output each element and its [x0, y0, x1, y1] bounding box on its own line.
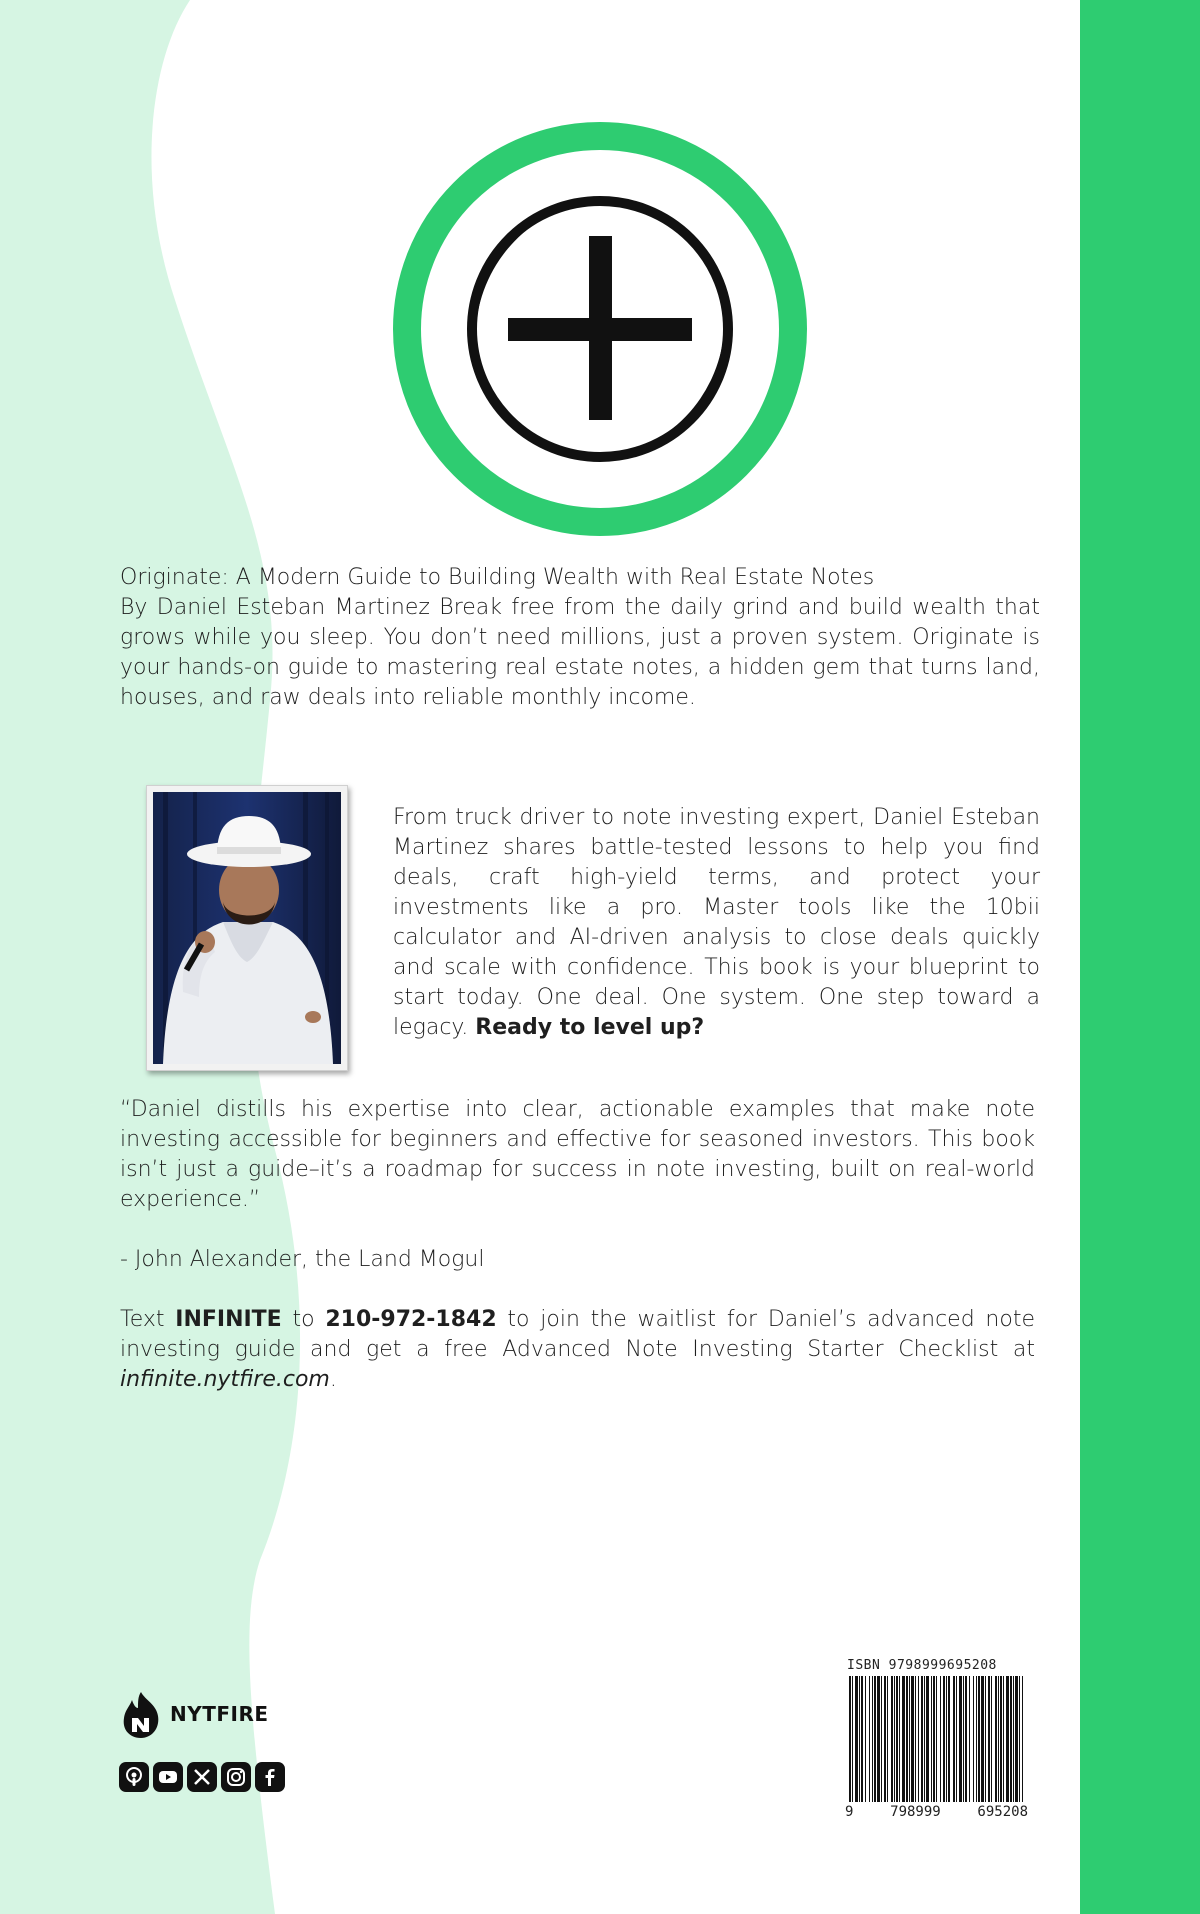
facebook-icon[interactable]: [255, 1762, 285, 1792]
isbn-label: ISBN 9798999695208: [847, 1658, 997, 1673]
author-bio-paragraph: [393, 803, 1040, 1043]
barcode-digit-right: 695208: [977, 1804, 1028, 1820]
book-title-line: Originate: A Modern Guide to Building Wealth with Real Estate Notes: [120, 565, 875, 590]
cta-url: infinite.nytfire.com: [120, 1367, 330, 1392]
cta-suffix: .: [329, 1367, 337, 1392]
intro-body: By Daniel Esteban Martinez Break free from the daily grind and build wealth that grows while you sleep. You don’t need millions, just a proven system. Originate is your hands-on guide to mastering real estate notes, a hidden gem that turns land, houses, and raw deals into reliable monthly income.: [120, 595, 1040, 710]
barcode-digit-lead: 9: [845, 1804, 854, 1820]
plus-circle-icon: [393, 122, 807, 536]
author-photo-image: [153, 792, 341, 1064]
author-bio-text: From truck driver to note investing expert, Daniel Esteban Martinez shares battle-tested lessons to help you find deals, craft high-yield terms, and protect your investments like a pro. Master tools like the 10bii calculator and AI-driven analysis to close deals quickly and scale with confidence. This book is your blueprint to start today. One deal. One system. One step toward a legacy.: [393, 805, 1040, 1040]
barcode-digit-left: 798999: [890, 1804, 941, 1820]
call-to-action: [120, 1305, 1035, 1395]
cta-keyword: INFINITE: [175, 1307, 282, 1332]
author-photo: [146, 785, 348, 1071]
testimonial-quote: “Daniel distills his expertise into clear, actionable examples that make note investing accessible for beginners and effective for seasoned investors. This book isn’t just a guide–it’s a roadmap for success in note investing, built on real-world experience.”: [120, 1097, 1035, 1212]
social-icons-row: [119, 1762, 285, 1794]
nytfire-brand: [118, 1690, 318, 1740]
podcast-icon[interactable]: [119, 1762, 149, 1792]
cta-prefix: Text: [120, 1307, 176, 1332]
x-icon[interactable]: [187, 1762, 217, 1792]
isbn-barcode: [845, 1658, 1028, 1828]
instagram-icon[interactable]: [221, 1762, 251, 1792]
plus-logo: [393, 122, 807, 536]
bio-emphasis: Ready to level up?: [475, 1015, 705, 1040]
intro-paragraph: [120, 563, 1040, 713]
testimonial-attribution: - John Alexander, the Land Mogul: [120, 1247, 485, 1272]
youtube-icon[interactable]: [153, 1762, 183, 1792]
green-side-band: [1080, 0, 1200, 1914]
flame-nf-icon: [118, 1690, 164, 1740]
brand-name: NYTFIRE: [170, 1702, 269, 1726]
barcode-bars: [849, 1676, 1025, 1802]
barcode-digits: [845, 1804, 1028, 1820]
cta-to: to: [281, 1307, 326, 1332]
cta-phone: 210-972-1842: [325, 1307, 497, 1332]
cta-middle: to join the waitlist for Daniel’s advanced note investing guide and get a free Advanced Note Investing Starter Checklist at: [120, 1307, 1035, 1362]
